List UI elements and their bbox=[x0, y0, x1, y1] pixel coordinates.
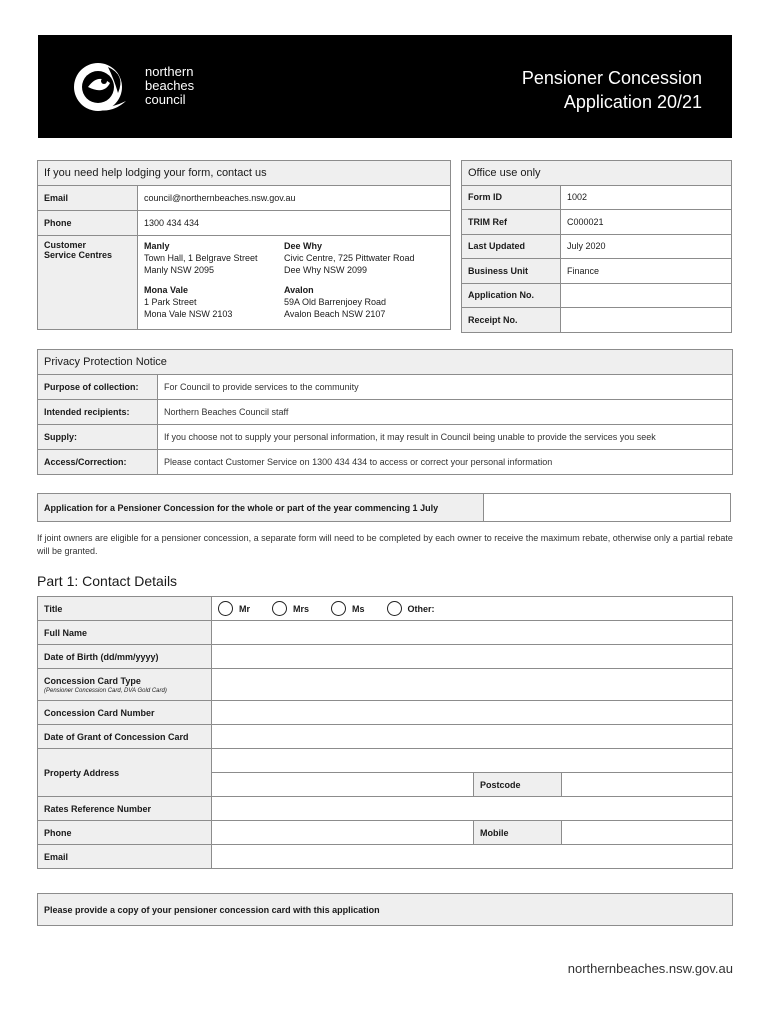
office-trim-ref-value: C000021 bbox=[561, 210, 732, 235]
office-business-unit-label: Business Unit bbox=[462, 259, 561, 284]
application-year-label: Application for a Pensioner Concession for the whole or part of the year commencing 1 July bbox=[38, 494, 484, 522]
card-copy-notice: Please provide a copy of your pensioner concession card with this application bbox=[38, 894, 733, 926]
application-year-table bbox=[37, 493, 731, 522]
part1-heading: Part 1: Contact Details bbox=[37, 573, 178, 589]
office-heading: Office use only bbox=[462, 161, 732, 186]
privacy-recipients-value: Northern Beaches Council staff bbox=[158, 400, 733, 425]
help-centres-label: Customer Service Centres bbox=[38, 236, 138, 330]
card-copy-notice-table bbox=[37, 893, 733, 926]
help-heading: If you need help lodging your form, contact us bbox=[38, 161, 451, 186]
privacy-supply-value: If you choose not to supply your personal information, it may result in Council being unable to provide the services you seek bbox=[158, 425, 733, 450]
phone-field[interactable] bbox=[212, 821, 474, 845]
phone-label: Phone bbox=[38, 821, 212, 845]
grant-date-field[interactable] bbox=[212, 725, 733, 749]
office-application-no-label: Application No. bbox=[462, 283, 561, 308]
application-year-field[interactable] bbox=[484, 494, 731, 522]
grant-date-label: Date of Grant of Concession Card bbox=[38, 725, 212, 749]
title-ms-radio[interactable] bbox=[331, 601, 346, 616]
title-mr-radio[interactable] bbox=[218, 601, 233, 616]
joint-owners-note: If joint owners are eligible for a pensioner concession, a separate form will need to be completed by each owner to receive the maximum rebate, otherwise only a partial rebate will be granted. bbox=[37, 533, 733, 556]
centre-manly: Manly Town Hall, 1 Belgrave Street Manly NSW 2095 bbox=[144, 241, 258, 275]
card-number-label: Concession Card Number bbox=[38, 701, 212, 725]
office-form-id-label: Form ID bbox=[462, 185, 561, 210]
privacy-purpose-label: Purpose of collection: bbox=[38, 375, 158, 400]
title-label: Title bbox=[38, 597, 212, 621]
office-receipt-no-label: Receipt No. bbox=[462, 308, 561, 333]
office-last-updated-label: Last Updated bbox=[462, 234, 561, 259]
card-type-label: Concession Card Type (Pensioner Concession Card, DVA Gold Card) bbox=[38, 669, 212, 701]
property-address-line1-field[interactable] bbox=[212, 749, 733, 773]
council-logo-icon bbox=[68, 57, 138, 117]
office-business-unit-value: Finance bbox=[561, 259, 732, 284]
title-other-radio[interactable] bbox=[387, 601, 402, 616]
privacy-access-label: Access/Correction: bbox=[38, 450, 158, 475]
centre-mona-vale: Mona Vale 1 Park Street Mona Vale NSW 2103 bbox=[144, 285, 233, 319]
title-options bbox=[212, 597, 733, 621]
card-type-sublabel: (Pensioner Concession Card, DVA Gold Card) bbox=[44, 687, 167, 694]
office-last-updated-value: July 2020 bbox=[561, 234, 732, 259]
mobile-field[interactable] bbox=[562, 821, 733, 845]
page-title: Pensioner Concession Application 20/21 bbox=[521, 68, 702, 112]
office-receipt-no-field[interactable] bbox=[561, 308, 732, 333]
office-application-no-field[interactable] bbox=[561, 283, 732, 308]
contact-details-table bbox=[37, 596, 733, 869]
help-email-label: Email bbox=[38, 186, 138, 211]
centre-avalon: Avalon 59A Old Barrenjoey Road Avalon Beach NSW 2107 bbox=[284, 285, 387, 319]
privacy-supply-label: Supply: bbox=[38, 425, 158, 450]
help-email-value[interactable]: council@northernbeaches.nsw.gov.au bbox=[138, 186, 451, 211]
logo-wordmark: northern beaches council bbox=[145, 64, 195, 107]
footer-website[interactable]: northernbeaches.nsw.gov.au bbox=[567, 961, 733, 976]
rates-ref-field[interactable] bbox=[212, 797, 733, 821]
office-form-id-value: 1002 bbox=[561, 185, 732, 210]
office-use-table bbox=[461, 160, 732, 333]
office-trim-ref-label: TRIM Ref bbox=[462, 210, 561, 235]
mobile-label: Mobile bbox=[474, 821, 562, 845]
title-other-label: Other: bbox=[407, 603, 435, 614]
email-label: Email bbox=[38, 845, 212, 869]
postcode-field[interactable] bbox=[562, 773, 733, 797]
privacy-notice-table bbox=[37, 349, 733, 475]
privacy-purpose-value: For Council to provide services to the community bbox=[158, 375, 733, 400]
help-phone-label: Phone bbox=[38, 211, 138, 236]
card-number-field[interactable] bbox=[212, 701, 733, 725]
privacy-heading: Privacy Protection Notice bbox=[38, 350, 733, 375]
title-mr-label: Mr bbox=[239, 603, 250, 614]
dob-label: Date of Birth (dd/mm/yyyy) bbox=[38, 645, 212, 669]
postcode-label: Postcode bbox=[474, 773, 562, 797]
dob-field[interactable] bbox=[212, 645, 733, 669]
card-type-field[interactable] bbox=[212, 669, 733, 701]
privacy-access-value: Please contact Customer Service on 1300 434 434 to access or correct your personal information bbox=[158, 450, 733, 475]
help-centres-list bbox=[138, 236, 451, 330]
title-mrs-label: Mrs bbox=[293, 603, 310, 614]
full-name-field[interactable] bbox=[212, 621, 733, 645]
page-header bbox=[38, 35, 732, 138]
privacy-recipients-label: Intended recipients: bbox=[38, 400, 158, 425]
property-address-label: Property Address bbox=[38, 749, 212, 797]
rates-ref-label: Rates Reference Number bbox=[38, 797, 212, 821]
help-contact-table bbox=[37, 160, 451, 330]
property-address-line2-field[interactable] bbox=[212, 773, 474, 797]
email-field[interactable] bbox=[212, 845, 733, 869]
help-phone-value: 1300 434 434 bbox=[138, 211, 451, 236]
title-mrs-radio[interactable] bbox=[272, 601, 287, 616]
centre-dee-why: Dee Why Civic Centre, 725 Pittwater Road Dee Why NSW 2099 bbox=[284, 241, 415, 275]
full-name-label: Full Name bbox=[38, 621, 212, 645]
title-ms-label: Ms bbox=[352, 603, 365, 614]
